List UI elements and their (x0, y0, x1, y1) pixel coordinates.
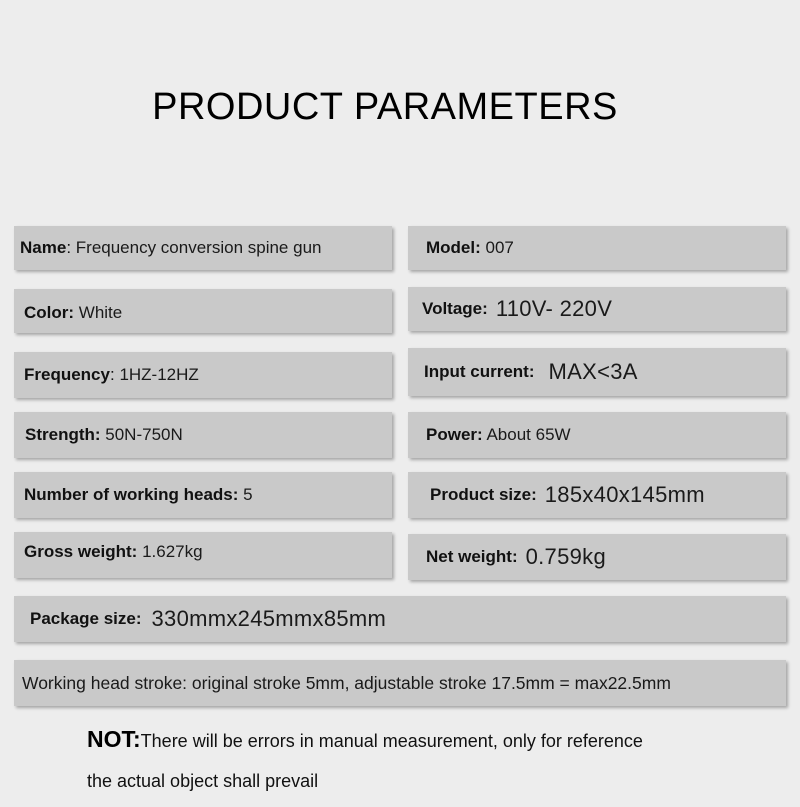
input-current-value: MAX<3A (548, 359, 638, 384)
name-label: Name (20, 238, 67, 257)
note-line-1 (87, 726, 643, 753)
power-value: About 65W (482, 425, 571, 444)
model-value: 007 (480, 238, 514, 257)
gross-weight-label: Gross weight: (24, 542, 138, 561)
note-line-2: the actual object shall prevail (87, 771, 319, 791)
voltage-label: Voltage: (422, 299, 488, 318)
package-size-value: 330mmx245mmx85mm (151, 606, 387, 631)
name-separator: : (66, 238, 72, 257)
param-package-size (14, 596, 786, 642)
product-size-label: Product size: (430, 485, 537, 504)
param-product-size (408, 472, 786, 518)
working-heads-label: Number of working heads: (24, 485, 239, 504)
net-weight-value: 0.759kg (525, 544, 606, 569)
package-size-label: Package size: (30, 609, 142, 628)
working-head-stroke-text: Working head stroke: original stroke 5mm, adjustable stroke 17.5mm = max22.5mm (22, 672, 671, 693)
param-working-head-stroke (14, 660, 786, 706)
product-size-value: 185x40x145mm (544, 482, 705, 507)
strength-label: Strength: (25, 425, 101, 444)
color-value: White (74, 303, 123, 322)
working-heads-value: 5 (238, 485, 253, 504)
note-text: There will be errors in manual measurement, only for reference (140, 731, 643, 751)
frequency-value: 1HZ-12HZ (114, 365, 199, 384)
param-input-current (408, 348, 786, 396)
frequency-label: Frequency (24, 365, 110, 384)
param-net-weight (408, 534, 786, 580)
param-strength (14, 412, 392, 458)
note-prefix: NOT: (87, 726, 141, 752)
param-working-heads (14, 472, 392, 518)
param-power (408, 412, 786, 458)
param-name (14, 226, 392, 270)
page-title: PRODUCT PARAMETERS (152, 86, 618, 128)
power-label: Power: (426, 425, 483, 444)
param-color (14, 289, 392, 333)
model-label: Model: (426, 238, 481, 257)
gross-weight-value: 1.627kg (137, 542, 203, 561)
param-gross-weight (14, 532, 392, 578)
param-model (408, 226, 786, 270)
color-label: Color: (24, 303, 75, 322)
voltage-value: 110V- 220V (495, 296, 613, 321)
net-weight-label: Net weight: (426, 547, 518, 566)
input-current-label: Input current: (424, 362, 535, 381)
param-voltage (408, 287, 786, 331)
name-value: Frequency conversion spine gun (71, 238, 322, 257)
param-frequency (14, 352, 392, 398)
frequency-separator: : (109, 365, 115, 384)
strength-value: 50N-750N (100, 425, 183, 444)
